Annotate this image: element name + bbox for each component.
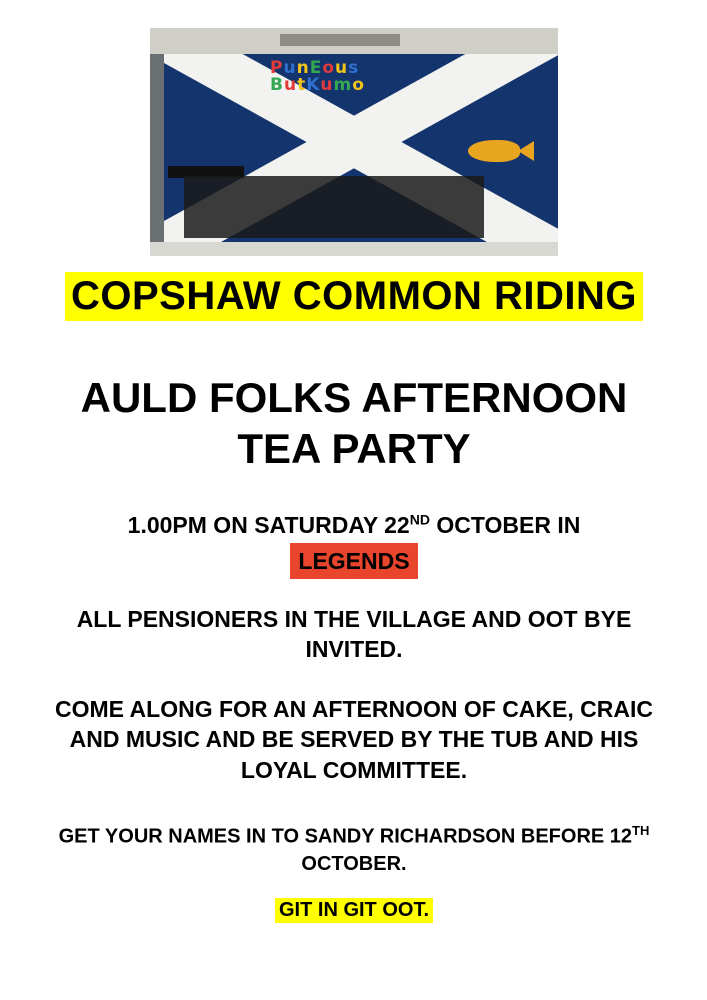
photo-bottom-band (150, 242, 558, 256)
signup-paragraph (40, 822, 668, 878)
caption-letter: o (352, 75, 365, 95)
caption-letter: u (320, 75, 334, 95)
caption-letter: u (335, 58, 349, 78)
event-datetime (40, 508, 668, 579)
event-date-tail: OCTOBER IN (429, 512, 581, 538)
caption-letter: m (333, 75, 353, 95)
caption-letter: u (283, 75, 298, 95)
description-paragraph: COME ALONG FOR AN AFTERNOON OF CAKE, CRAIC AND MUSIC AND BE SERVED BY THE TUB AND HIS LOYAL COMMITTEE. (55, 696, 653, 783)
event-time-date: 1.00PM ON SATURDAY 22 (127, 512, 410, 538)
photo-top-band (150, 28, 558, 54)
deadline-ordinal-suffix: TH (632, 823, 650, 838)
invite-paragraph: ALL PENSIONERS IN THE VILLAGE AND OOT BYE INVITED. (76, 606, 632, 663)
photo-left-strip (150, 54, 164, 256)
headline-line-2: TEA PARTY (237, 425, 471, 473)
caption-letter: o (322, 58, 335, 78)
caption-letter: K (306, 75, 321, 95)
caption-letter: B (270, 75, 284, 95)
date-ordinal-suffix: ND (409, 511, 430, 528)
caption-letter: s (348, 58, 360, 78)
photo-dark-block (184, 176, 484, 238)
caption-letter: E (309, 58, 323, 78)
signup-text-tail: OCTOBER. (301, 852, 407, 875)
venue-name: LEGENDS (290, 543, 417, 580)
footer-slogan (40, 898, 668, 923)
signup-text: GET YOUR NAMES IN TO SANDY RICHARDSON BEFORE 12 (58, 825, 633, 848)
saltire-flag-image (150, 28, 558, 256)
flag-photo (150, 28, 558, 256)
page-title (40, 372, 668, 474)
caption-letter: t (297, 75, 307, 95)
headline-line-1: AULD FOLKS AFTERNOON (80, 374, 628, 421)
event-title-text: COPSHAW COMMON RIDING (65, 272, 643, 321)
caption-letter: n (296, 58, 310, 78)
photo-caption-letters (270, 60, 470, 94)
caption-letter: P (270, 58, 284, 78)
fish-icon (468, 140, 520, 162)
event-title (48, 272, 660, 321)
caption-letter: u (283, 58, 297, 78)
footer-slogan-text: GIT IN GIT OOT. (275, 898, 433, 923)
